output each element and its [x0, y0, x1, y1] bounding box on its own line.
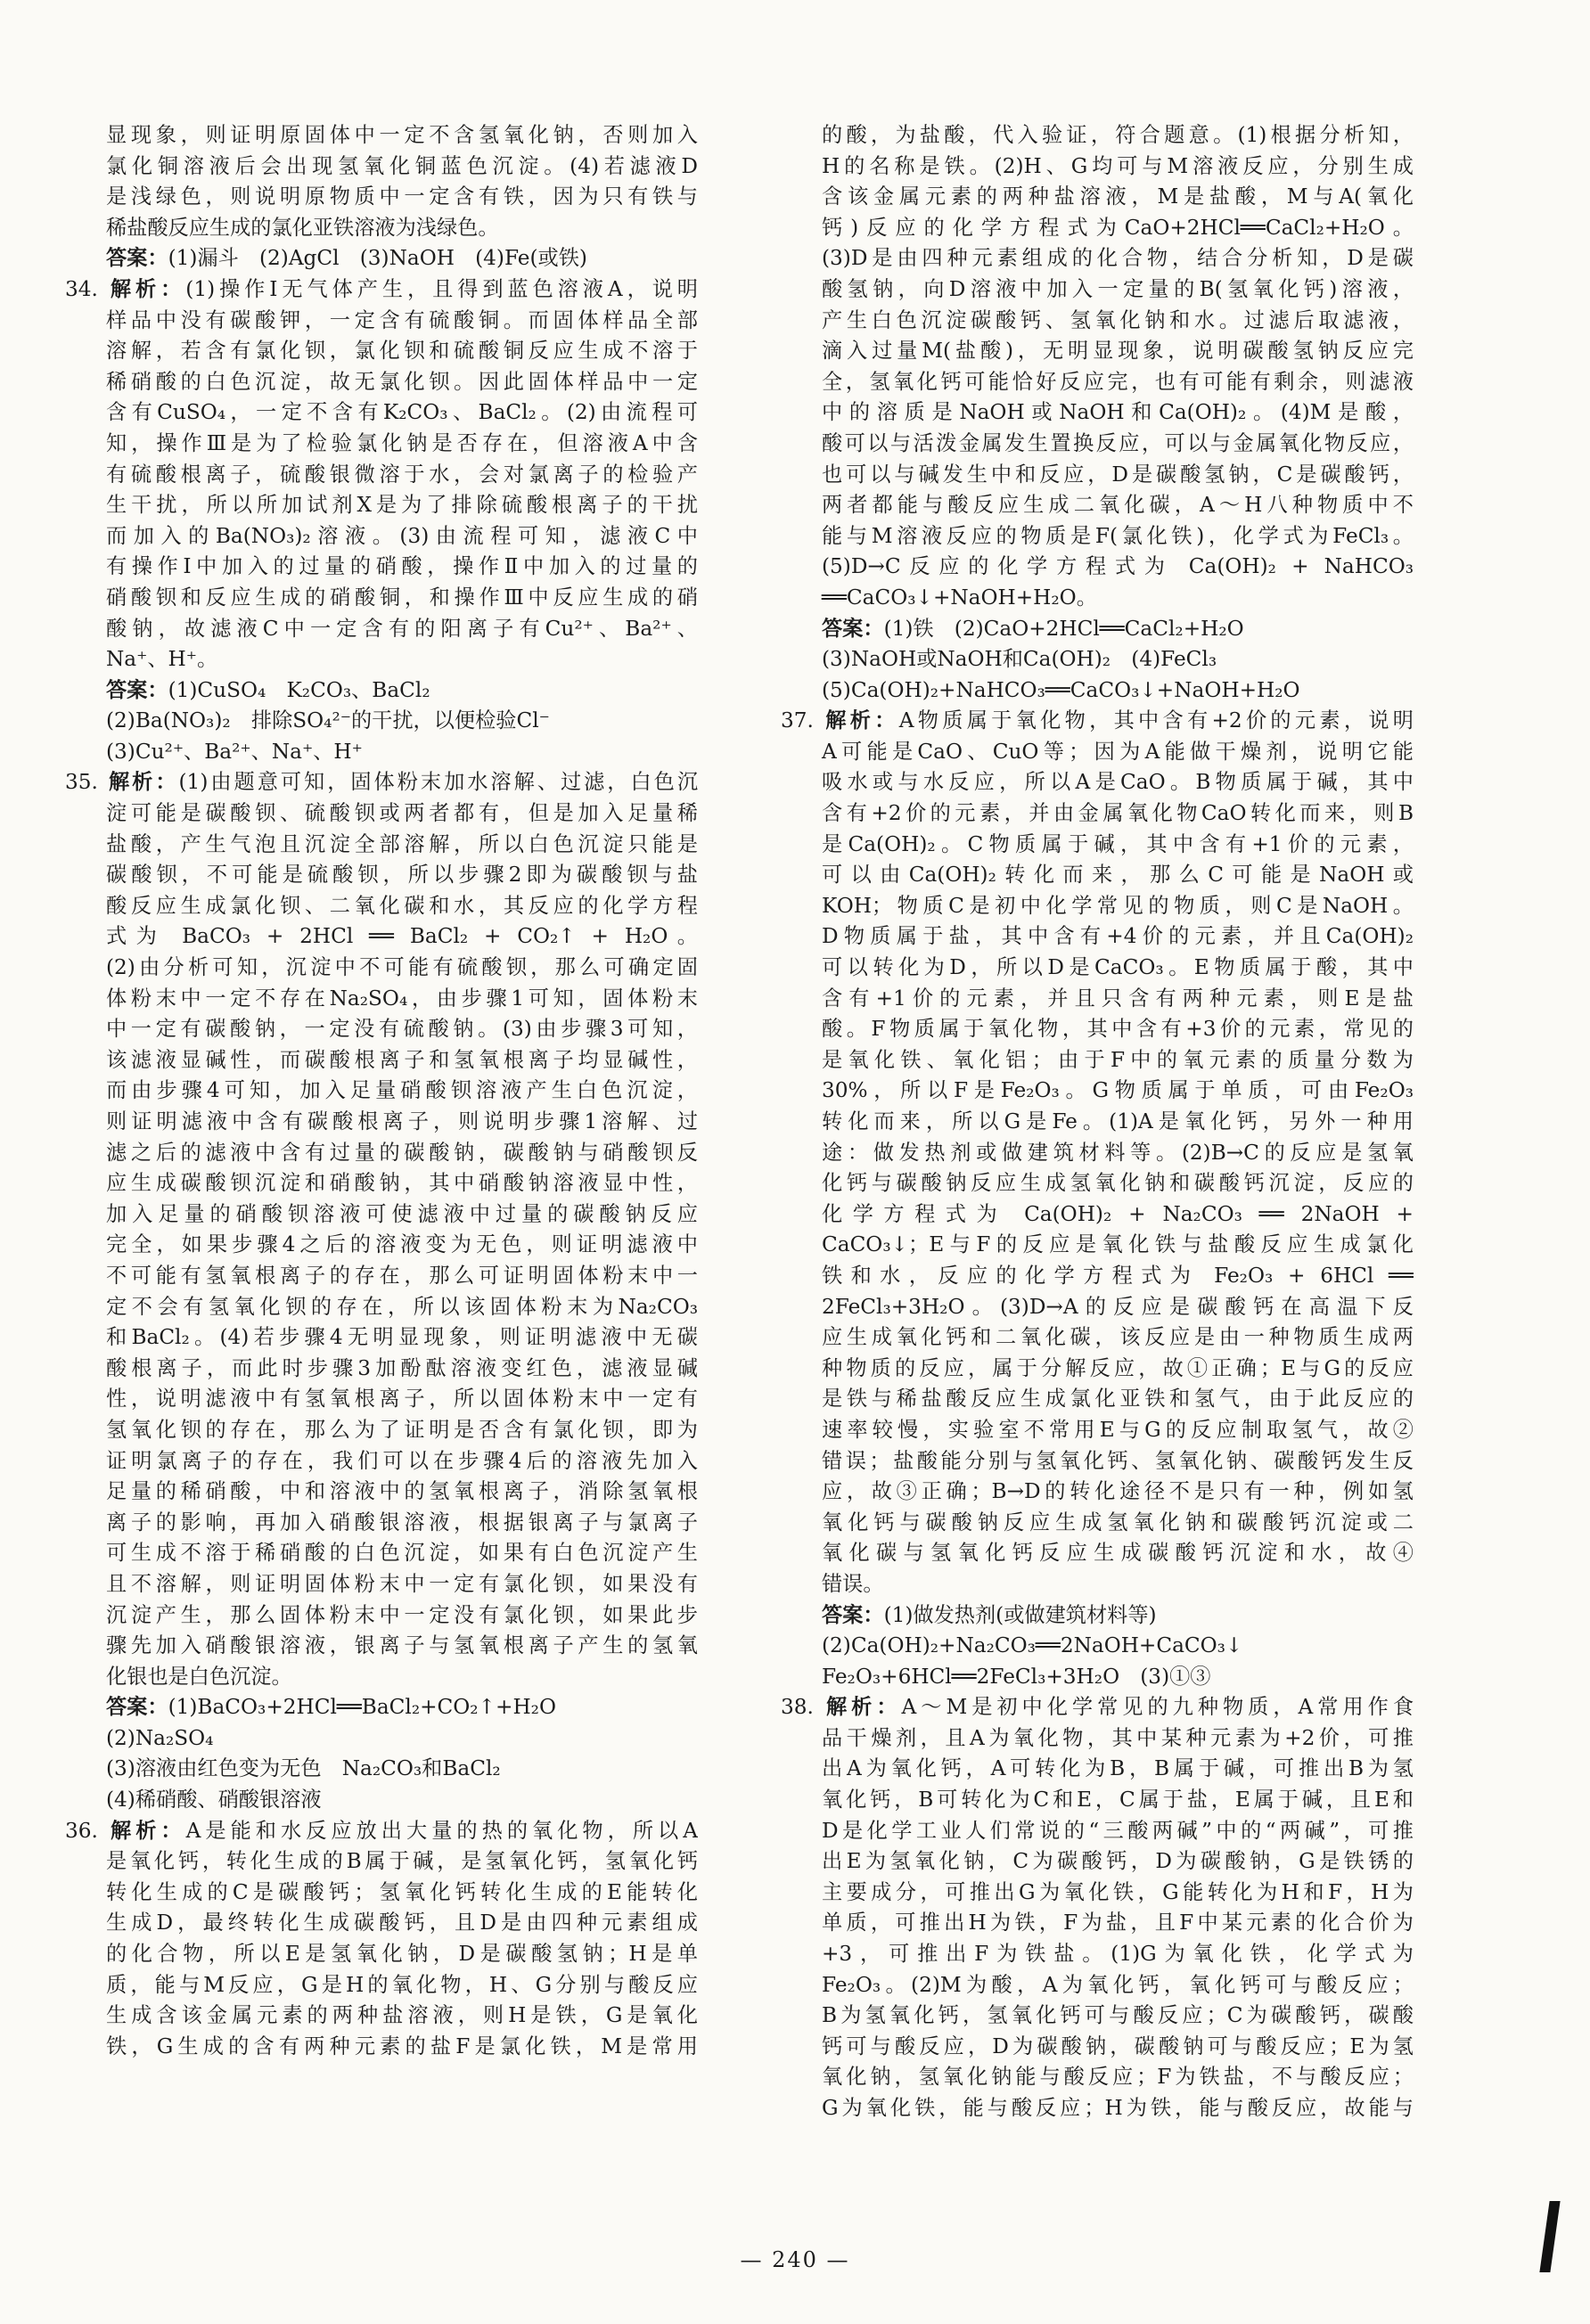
text-line — [781, 614, 1414, 645]
text-line — [65, 429, 698, 460]
text-line — [781, 336, 1414, 367]
text-line — [781, 1446, 1414, 1477]
line-text: 应生成碳酸钡沉淀和硝酸钠，其中硝酸钠溶液显中性， — [106, 1171, 698, 1196]
text-line — [781, 1908, 1414, 1939]
line-text: KOH；物质C是初中化学常见的物质，则C是NaOH。 — [822, 893, 1414, 918]
line-text: 酸氢钠，向D溶液中加入一定量的B(氢氧化钙)溶液， — [822, 276, 1414, 301]
line-text: 是Ca(OH)₂。C物质属于碱，其中含有+1价的元素， — [822, 831, 1414, 856]
line-text: (3)Cu²⁺、Ba²⁺、Na⁺、H⁺ — [106, 739, 363, 764]
text-line — [781, 1199, 1414, 1231]
text-line — [781, 2032, 1414, 2063]
line-text: 2FeCl₃+3H₂O。(3)D→A的反应是碳酸钙在高温下反 — [822, 1294, 1414, 1319]
text-line — [781, 1107, 1414, 1138]
line-text: B为氢氧化钙，氢氧化钙可与酸反应；C为碳酸钙，碳酸 — [822, 2003, 1414, 2028]
text-line — [781, 644, 1414, 675]
line-text: 化钙与碳酸钠反应生成氢氧化钠和碳酸钙沉淀，反应的 — [822, 1171, 1414, 1196]
line-text: 应生成氧化钙和二氧化碳，该反应是由一种物质生成两 — [822, 1325, 1414, 1350]
text-line — [65, 1014, 698, 1045]
line-text: 错误；盐酸能分别与氢氧化钙、氢氧化钠、碳酸钙发生反 — [822, 1448, 1414, 1473]
line-text: 生成含该金属元素的两种盐溶液，则H是铁，G是氧化 — [106, 2003, 698, 2028]
text-line — [65, 644, 698, 675]
text-line — [65, 274, 698, 306]
text-line — [781, 1600, 1414, 1632]
line-text: (2)Ba(NO₃)₂ 排除SO₄²⁻的干扰，以便检验Cl⁻ — [106, 708, 550, 733]
line-text: 两者都能与酸反应生成二氧化碳，A～H八种物质中不 — [822, 493, 1414, 518]
text-line — [781, 737, 1414, 768]
line-text: 氧化钠，氢氧化钠能与酸反应；F为铁盐，不与酸反应； — [822, 2065, 1414, 2090]
line-text: 单质，可推出H为铁，F为盐，且F中某元素的化合价为 — [822, 1911, 1414, 1935]
text-line — [781, 1076, 1414, 1107]
text-line — [781, 1662, 1414, 1693]
text-line — [65, 1415, 698, 1446]
text-line — [65, 397, 698, 429]
line-text: 解析：A是能和水反应放出大量的热的氧化物，所以A — [106, 1818, 698, 1843]
text-line — [781, 521, 1414, 552]
line-text: 解析：A物质属于氧化物，其中含有+2价的元素，说明 — [822, 708, 1414, 733]
line-text: 中一定有碳酸钠，一定没有硫酸钠。(3)由步骤3可知， — [106, 1017, 698, 1042]
line-text: 氧化钙，B可转化为C和E，C属于盐，E属于碱，且E和 — [822, 1788, 1414, 1813]
line-text: 溶解，若含有氯化钡，氯化钡和硫酸铜反应生成不溶于 — [106, 339, 698, 364]
text-line — [65, 706, 698, 737]
line-text: 该滤液显碱性，而碳酸根离子和氢氧根离子均显碱性， — [106, 1047, 698, 1072]
text-line — [781, 984, 1414, 1015]
line-text: 解析：A～M是初中化学常见的九种物质，A常用作食 — [822, 1695, 1414, 1720]
text-line — [65, 1569, 698, 1600]
text-line — [781, 1939, 1414, 1970]
line-text: 和BaCl₂。(4)若步骤4无明显现象，则证明滤液中无碳 — [106, 1325, 698, 1350]
line-text: 而由步骤4可知，加入足量硝酸钡溶液产生白色沉淀， — [106, 1078, 698, 1103]
text-line — [781, 921, 1414, 953]
text-line — [65, 737, 698, 768]
text-line — [781, 1970, 1414, 2001]
text-line — [781, 953, 1414, 984]
text-line — [65, 2001, 698, 2032]
line-text: 氧化碳与氢氧化钙反应生成碳酸钙沉淀和水，故④ — [822, 1541, 1414, 1566]
line-text: 解析：(1)操作Ⅰ无气体产生，且得到蓝色溶液A，说明 — [106, 276, 698, 301]
text-line — [65, 182, 698, 213]
line-text: 离子的影响，再加入硝酸银溶液，根据银离子与氯离子 — [106, 1510, 698, 1534]
text-line — [65, 552, 698, 583]
line-text: 主要成分，可推出G为氧化铁，G能转化为H和F，H为 — [822, 1879, 1414, 1904]
text-line — [65, 151, 698, 183]
text-line — [65, 521, 698, 552]
section-label: 解析： — [106, 1818, 186, 1843]
line-text: 则证明滤液中含有碳酸根离子，则说明步骤1溶解、过 — [106, 1109, 698, 1133]
text-line — [781, 798, 1414, 830]
text-line — [781, 1878, 1414, 1909]
line-text: (2)Ca(OH)₂+Na₂CO₃══2NaOH+CaCO₃↓ — [822, 1633, 1243, 1658]
text-line — [781, 1292, 1414, 1323]
line-text: 出A为氧化钙，A可转化为B，B属于碱，可推出B为氢 — [822, 1756, 1414, 1781]
text-line — [65, 1908, 698, 1939]
text-line — [781, 891, 1414, 922]
text-line — [65, 367, 698, 398]
text-line — [65, 675, 698, 707]
text-line — [781, 1569, 1414, 1600]
line-text: 加入足量的硝酸钡溶液可使滤液中过量的碳酸钠反应 — [106, 1201, 698, 1226]
text-line — [781, 1538, 1414, 1569]
text-line — [65, 1230, 698, 1261]
text-line — [781, 151, 1414, 183]
line-text: 可生成不溶于稀硝酸的白色沉淀，如果有白色沉淀产生 — [106, 1541, 698, 1566]
line-text: 生干扰，所以所加试剂X是为了排除硫酸根离子的干扰 — [106, 493, 698, 518]
question-number: 36. — [65, 1818, 98, 1843]
text-line — [65, 860, 698, 891]
line-text: 含该金属元素的两种盐溶液，M是盐酸，M与A(氧化 — [822, 184, 1414, 209]
text-line — [781, 860, 1414, 891]
line-text: 是铁与稀盐酸反应生成氯化亚铁和氢气，由于此反应的 — [822, 1387, 1414, 1412]
text-line — [65, 460, 698, 491]
text-line — [65, 1723, 698, 1755]
line-text: 酸。F物质属于氧化物，其中含有+3价的元素，常见的 — [822, 1017, 1414, 1042]
line-text: 沉淀产生，那么固体粉末中一定没有氯化钡，如果此步 — [106, 1602, 698, 1627]
line-text: 应，故③正确；B→D的转化途径不是只有一种，例如氢 — [822, 1479, 1414, 1504]
text-line — [65, 1878, 698, 1909]
line-text: 中的溶质是NaOH或NaOH和Ca(OH)₂。(4)M是酸， — [822, 400, 1414, 425]
text-line — [781, 1230, 1414, 1261]
line-text: CaCO₃↓；E与F的反应是氧化铁与盐酸反应生成氯化 — [822, 1232, 1414, 1257]
line-text: 盐酸，产生气泡且沉淀全部溶解，所以白色沉淀只能是 — [106, 831, 698, 856]
text-line — [65, 1939, 698, 1970]
text-line — [781, 767, 1414, 798]
line-text: (5)D→C反应的化学方程式为 Ca(OH)₂ + NaHCO₃ — [822, 554, 1414, 579]
text-line — [781, 1692, 1414, 1723]
line-text: 吸水或与水反应，所以A是CaO。B物质属于碱，其中 — [822, 770, 1414, 795]
line-text: Fe₂O₃+6HCl══2FeCl₃+3H₂O (3)①③ — [822, 1664, 1211, 1689]
text-line — [781, 830, 1414, 861]
text-line — [781, 2062, 1414, 2093]
line-text: 足量的稀硝酸，中和溶液中的氢氧根离子，消除氢氧根 — [106, 1479, 698, 1504]
text-line — [781, 274, 1414, 306]
text-line — [65, 1846, 698, 1878]
text-line — [781, 182, 1414, 213]
line-text: 的酸，为盐酸，代入验证，符合题意。(1)根据分析知， — [822, 123, 1414, 147]
line-text: 答案：(1)漏斗 (2)AgCl (3)NaOH (4)Fe(或铁) — [106, 246, 587, 271]
line-text: 出E为氢氧化钠，C为碳酸钙，D为碳酸钠，G是铁锈的 — [822, 1849, 1414, 1874]
line-text: ══CaCO₃↓+NaOH+H₂O。 — [822, 585, 1097, 610]
text-line — [65, 336, 698, 367]
section-label: 解析： — [822, 708, 899, 733]
text-line — [781, 2001, 1414, 2032]
line-text: D是化学工业人们常说的“三酸两碱”中的“两碱”，可推 — [822, 1818, 1414, 1843]
text-line — [781, 1045, 1414, 1076]
text-line — [781, 306, 1414, 337]
text-line — [781, 397, 1414, 429]
text-line — [65, 1662, 698, 1693]
line-text: 也可以与碱发生中和反应，D是碳酸氢钠，C是碳酸钙， — [822, 462, 1414, 487]
line-text: 有操作Ⅰ中加入的过量的硝酸，操作Ⅱ中加入的过量的 — [106, 554, 698, 579]
text-line — [65, 120, 698, 151]
text-line — [65, 1045, 698, 1076]
section-label: 解析： — [822, 1695, 902, 1720]
section-label: 解析： — [106, 770, 179, 795]
text-line — [781, 2093, 1414, 2124]
line-text: 滤之后的滤液中含有过量的碳酸钠，碳酸钠与硝酸钡反 — [106, 1140, 698, 1165]
text-line — [781, 1168, 1414, 1199]
text-line — [65, 1754, 698, 1785]
line-text: 稀硝酸的白色沉淀，故无氯化钡。因此固体样品中一定 — [106, 369, 698, 394]
line-text: 转化而来，所以G是Fe。(1)A是氧化钙，另外一种用 — [822, 1109, 1414, 1133]
text-line — [65, 1076, 698, 1107]
line-text: 钙)反应的化学方程式为CaO+2HCl══CaCl₂+H₂O。 — [822, 215, 1414, 240]
text-line — [781, 1754, 1414, 1785]
section-label: 答案： — [822, 616, 884, 641]
line-text: 碳酸钡，不可能是硫酸钡，所以步骤2即为碳酸钡与盐 — [106, 863, 698, 888]
line-text: 铁，G生成的含有两种元素的盐F是氯化铁，M是常用 — [106, 2034, 698, 2058]
line-text: 化银也是白色沉淀。 — [106, 1664, 292, 1689]
line-text: (3)NaOH或NaOH和Ca(OH)₂ (4)FeCl₃ — [822, 647, 1217, 672]
line-text: Na⁺、H⁺。 — [106, 647, 218, 672]
line-text: 氧化钙与碳酸钠反应生成氢氧化钠和碳酸钙沉淀或二 — [822, 1510, 1414, 1534]
line-text: 能与M溶液反应的物质是F(氯化铁)，化学式为FeCl₃。 — [822, 523, 1414, 548]
text-line — [781, 1261, 1414, 1292]
line-text: 体粉末中一定不存在Na₂SO₄，由步骤1可知，固体粉末 — [106, 986, 698, 1011]
line-text: 酸钠，故滤液C中一定含有的阳离子有Cu²⁺、Ba²⁺、 — [106, 616, 698, 641]
line-text: 淀可能是碳酸钡、硫酸钡或两者都有，但是加入足量稀 — [106, 801, 698, 826]
text-line — [65, 1446, 698, 1477]
text-line — [65, 1477, 698, 1508]
text-line — [65, 614, 698, 645]
line-text: 证明氯离子的存在，我们可以在步骤4后的溶液先加入 — [106, 1448, 698, 1473]
text-line — [65, 243, 698, 274]
text-line — [65, 921, 698, 953]
line-text: 氢氧化钡的存在，那么为了证明是否含有氯化钡，即为 — [106, 1417, 698, 1442]
text-line — [65, 1168, 698, 1199]
text-line — [65, 306, 698, 337]
text-line — [781, 1415, 1414, 1446]
line-text: (2)Na₂SO₄ — [106, 1725, 214, 1750]
text-line — [781, 490, 1414, 521]
line-text: 硝酸钡和反应生成的硝酸铜，和操作Ⅲ中反应生成的硝 — [106, 585, 698, 610]
line-text: A可能是CaO、CuO等；因为A能做干燥剂，说明它能 — [822, 739, 1414, 764]
line-text: 可以转化为D，所以D是CaCO₃。E物质属于酸，其中 — [822, 955, 1414, 980]
line-text: 30%，所以F是Fe₂O₃。G物质属于单质，可由Fe₂O₃ — [822, 1078, 1414, 1103]
question-number: 34. — [65, 276, 98, 301]
line-text: 且不溶解，则证明固体粉末中一定有氯化钡，如果没有 — [106, 1571, 698, 1596]
line-text: 含有+1价的元素，并且只含有两种元素，则E是盐 — [822, 986, 1414, 1011]
line-text: 骤先加入硝酸银溶液，银离子与氢氧根离子产生的氢氧 — [106, 1633, 698, 1658]
line-text: 是浅绿色，则说明原物质中一定含有铁，因为只有铁与 — [106, 184, 698, 209]
line-text: 酸根离子，而此时步骤3加酚酞溶液变红色，滤液显碱 — [106, 1355, 698, 1380]
section-label: 答案： — [106, 246, 168, 271]
text-line — [65, 1322, 698, 1354]
text-line — [65, 2032, 698, 2063]
line-text: 途：做发热剂或做建筑材料等。(2)B→C的反应是氢氧 — [822, 1140, 1414, 1165]
text-line — [65, 1692, 698, 1723]
text-line — [781, 213, 1414, 244]
text-line — [65, 830, 698, 861]
text-line — [781, 1508, 1414, 1539]
text-line — [65, 1107, 698, 1138]
line-text: 不可能有氢氧根离子的存在，那么可证明固体粉末中一 — [106, 1263, 698, 1288]
text-line — [65, 1261, 698, 1292]
text-line — [65, 1199, 698, 1231]
section-label: 答案： — [106, 1695, 168, 1720]
text-line — [781, 1723, 1414, 1755]
text-line — [65, 984, 698, 1015]
text-line — [781, 429, 1414, 460]
question-number: 35. — [65, 770, 98, 795]
line-text: 全，氢氧化钙可能恰好反应完，也有可能有剩余，则滤液 — [822, 369, 1414, 394]
text-line — [65, 891, 698, 922]
text-line — [65, 1600, 698, 1632]
text-line — [781, 120, 1414, 151]
line-text: 而加入的Ba(NO₃)₂溶液。(3)由流程可知，滤液C中 — [106, 523, 698, 548]
line-text: 的化合物，所以E是氢氧化钠，D是碳酸氢钠；H是单 — [106, 1942, 698, 1967]
text-line — [65, 953, 698, 984]
line-text: (5)Ca(OH)₂+NaHCO₃══CaCO₃↓+NaOH+H₂O — [822, 677, 1300, 702]
line-text: 生成D，最终转化生成碳酸钙，且D是由四种元素组成 — [106, 1911, 698, 1935]
text-line — [781, 552, 1414, 583]
text-line — [65, 1785, 698, 1816]
text-line — [781, 243, 1414, 274]
line-text: 酸反应生成氯化钡、二氧化碳和水，其反应的化学方程 — [106, 893, 698, 918]
text-line — [781, 1816, 1414, 1847]
right-column — [781, 120, 1414, 2124]
line-text: 知，操作Ⅲ是为了检验氯化钠是否存在，但溶液A中含 — [106, 430, 698, 455]
text-line — [781, 1846, 1414, 1878]
line-text: 速率较慢，实验室不常用E与G的反应制取氢气，故② — [822, 1417, 1414, 1442]
question-number: 38. — [781, 1695, 814, 1720]
line-text: 答案：(1)BaCO₃+2HCl══BaCl₂+CO₂↑+H₂O — [106, 1695, 556, 1720]
text-line — [781, 1631, 1414, 1662]
text-line — [65, 1384, 698, 1415]
line-text: 稀盐酸反应生成的氯化亚铁溶液为浅绿色。 — [106, 215, 499, 240]
text-line — [65, 1508, 698, 1539]
page-number: — 240 — — [740, 2247, 850, 2272]
line-text: 完全，如果步骤4之后的溶液变为无色，则证明滤液中 — [106, 1232, 698, 1257]
line-text: 氯化铜溶液后会出现氢氧化铜蓝色沉淀。(4)若滤液D — [106, 153, 698, 178]
line-text: 解析：(1)由题意可知，固体粉末加水溶解、过滤，白色沉 — [106, 770, 698, 795]
line-text: (3)溶液由红色变为无色 Na₂CO₃和BaCl₂ — [106, 1756, 501, 1781]
line-text: 答案：(1)铁 (2)CaO+2HCl══CaCl₂+H₂O — [822, 616, 1244, 641]
text-line — [781, 460, 1414, 491]
text-line — [65, 1292, 698, 1323]
text-line — [65, 798, 698, 830]
line-text: (3)D是由四种元素组成的化合物，结合分析知，D是碳 — [822, 246, 1414, 271]
text-line — [781, 1322, 1414, 1354]
text-line — [781, 583, 1414, 614]
line-text: 性，说明滤液中有氢氧根离子，所以固体粉末中一定有 — [106, 1387, 698, 1412]
text-line — [781, 1384, 1414, 1415]
text-line — [781, 675, 1414, 707]
text-line — [65, 213, 698, 244]
text-line — [65, 1970, 698, 2001]
line-text: 转化生成的C是碳酸钙；氢氧化钙转化生成的E能转化 — [106, 1879, 698, 1904]
line-text: 答案：(1)做发热剂(或做建筑材料等) — [822, 1602, 1157, 1627]
text-line — [781, 1785, 1414, 1816]
line-text: 含有+2价的元素，并由金属氧化物CaO转化而来，则B — [822, 801, 1414, 826]
line-text: 含有CuSO₄，一定不含有K₂CO₃、BaCl₂。(2)由流程可 — [106, 400, 698, 425]
line-text: D物质属于盐，其中含有+4价的元素，并且Ca(OH)₂ — [822, 924, 1414, 949]
text-line — [65, 1538, 698, 1569]
text-line — [781, 706, 1414, 737]
line-text: 品干燥剂，且A为氧化物，其中某种元素为+2价，可推 — [822, 1725, 1414, 1750]
section-label: 答案： — [106, 677, 168, 702]
line-text: 答案：(1)CuSO₄ K₂CO₃、BaCl₂ — [106, 677, 430, 702]
line-text: 铁和水，反应的化学方程式为 Fe₂O₃ + 6HCl ══ — [822, 1263, 1414, 1288]
text-line — [781, 1477, 1414, 1508]
line-text: 可以由Ca(OH)₂转化而来，那么C可能是NaOH或 — [822, 863, 1414, 888]
line-text: 是氧化钙，转化生成的B属于碱，是氢氧化钙，氢氧化钙 — [106, 1849, 698, 1874]
text-line — [781, 367, 1414, 398]
line-text: 化学方程式为 Ca(OH)₂ + Na₂CO₃ ══ 2NaOH + — [822, 1201, 1414, 1226]
line-text: 错误。 — [822, 1571, 884, 1596]
line-text: 产生白色沉淀碳酸钙、氢氧化钠和水。过滤后取滤液， — [822, 307, 1414, 332]
line-text: 定不会有氢氧化钡的存在，所以该固体粉末为Na₂CO₃ — [106, 1294, 698, 1319]
text-line — [65, 583, 698, 614]
text-line — [65, 767, 698, 798]
line-text: +3，可推出F为铁盐。(1)G为氧化铁，化学式为 — [822, 1942, 1414, 1967]
text-line — [781, 1138, 1414, 1169]
line-text: 滴入过量M(盐酸)，无明显现象，说明碳酸氢钠反应完 — [822, 339, 1414, 364]
line-text: 样品中没有碳酸钾，一定含有硫酸铜。而固体样品全部 — [106, 307, 698, 332]
text-line — [781, 1354, 1414, 1385]
line-text: 式为 BaCO₃ + 2HCl ══ BaCl₂ + CO₂↑ + H₂O。 — [106, 924, 698, 949]
line-text: 是氧化铁、氧化铝；由于F中的氧元素的质量分数为 — [822, 1047, 1414, 1072]
text-line — [781, 1014, 1414, 1045]
left-column — [65, 120, 698, 2062]
line-text: 种物质的反应，属于分解反应，故①正确；E与G的反应 — [822, 1355, 1414, 1380]
line-text: (4)稀硝酸、硝酸银溶液 — [106, 1788, 322, 1813]
line-text: (2)由分析可知，沉淀中不可能有硫酸钡，那么可确定固 — [106, 955, 698, 980]
text-line — [65, 1354, 698, 1385]
section-label: 解析： — [106, 276, 186, 301]
text-line — [65, 1631, 698, 1662]
text-line — [65, 490, 698, 521]
section-label: 答案： — [822, 1602, 884, 1627]
line-text: 酸可以与活泼金属发生置换反应，可以与金属氧化物反应， — [822, 430, 1414, 455]
line-text: G为氧化铁，能与酸反应；H为铁，能与酸反应，故能与 — [822, 2096, 1414, 2120]
line-text: 有硫酸根离子，硫酸银微溶于水，会对氯离子的检验产 — [106, 462, 698, 487]
line-text: 钙可与酸反应，D为碳酸钠，碳酸钠可与酸反应；E为氢 — [822, 2034, 1414, 2058]
line-text: H的名称是铁。(2)H、G均可与M溶液反应，分别生成 — [822, 153, 1414, 178]
line-text: 质，能与M反应，G是H的氧化物，H、G分别与酸反应 — [106, 1972, 698, 1997]
line-text: Fe₂O₃。(2)M为酸，A为氧化钙，氧化钙可与酸反应； — [822, 1972, 1414, 1997]
text-line — [65, 1816, 698, 1847]
line-text: 显现象，则证明原固体中一定不含氢氧化钠，否则加入 — [106, 123, 698, 147]
text-line — [65, 1138, 698, 1169]
question-number: 37. — [781, 708, 814, 733]
